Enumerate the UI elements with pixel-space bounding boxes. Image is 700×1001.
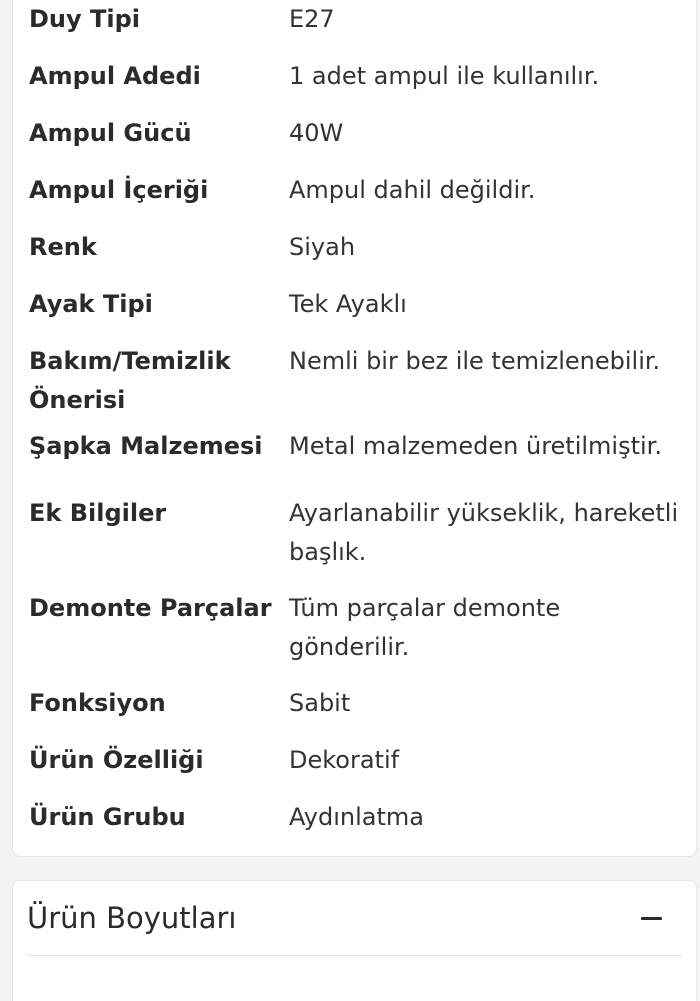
spec-value: Tüm parçalar demonte gönderilir. (289, 594, 561, 661)
spec-value: E27 (289, 5, 335, 33)
product-dimensions-card (12, 880, 697, 1001)
spec-value: Aydınlatma (289, 803, 424, 831)
spec-label: Ampul İçeriği (29, 176, 209, 204)
spec-label: Bakım/Temizlik Önerisi (29, 347, 231, 414)
spec-value: Ayarlanabilir yükseklik, hareketli başlık. (289, 499, 679, 566)
spec-label: Demonte Parçalar (29, 594, 272, 622)
spec-label: Şapka Malzemesi (29, 432, 263, 460)
spec-value: 40W (289, 119, 344, 147)
spec-value: Tek Ayaklı (289, 290, 407, 318)
spec-value: 1 adet ampul ile kullanılır. (289, 62, 600, 90)
spec-label: Renk (29, 233, 97, 261)
spec-label: Fonksiyon (29, 689, 166, 717)
spec-value: Ampul dahil değildir. (289, 176, 536, 204)
spec-value: Nemli bir bez ile temizlenebilir. (289, 347, 661, 375)
spec-label: Ayak Tipi (29, 290, 153, 318)
spec-label: Ampul Gücü (29, 119, 192, 147)
spec-label: Ek Bilgiler (29, 499, 167, 527)
spec-value: Dekoratif (289, 746, 400, 774)
dimensions-accordion-header[interactable] (13, 881, 696, 955)
spec-value: Metal malzemeden üretilmiştir. (289, 432, 662, 460)
minus-icon[interactable] (641, 917, 662, 920)
spec-label: Ürün Özelliği (29, 746, 204, 774)
spec-label: Ürün Grubu (29, 803, 186, 831)
spec-label: Ampul Adedi (29, 62, 201, 90)
spec-value: Siyah (289, 233, 356, 261)
divider (27, 955, 682, 956)
product-specs-card (12, 0, 697, 857)
dimensions-title: Ürün Boyutları (27, 901, 237, 935)
spec-value: Sabit (289, 689, 351, 717)
spec-label: Duy Tipi (29, 5, 141, 33)
